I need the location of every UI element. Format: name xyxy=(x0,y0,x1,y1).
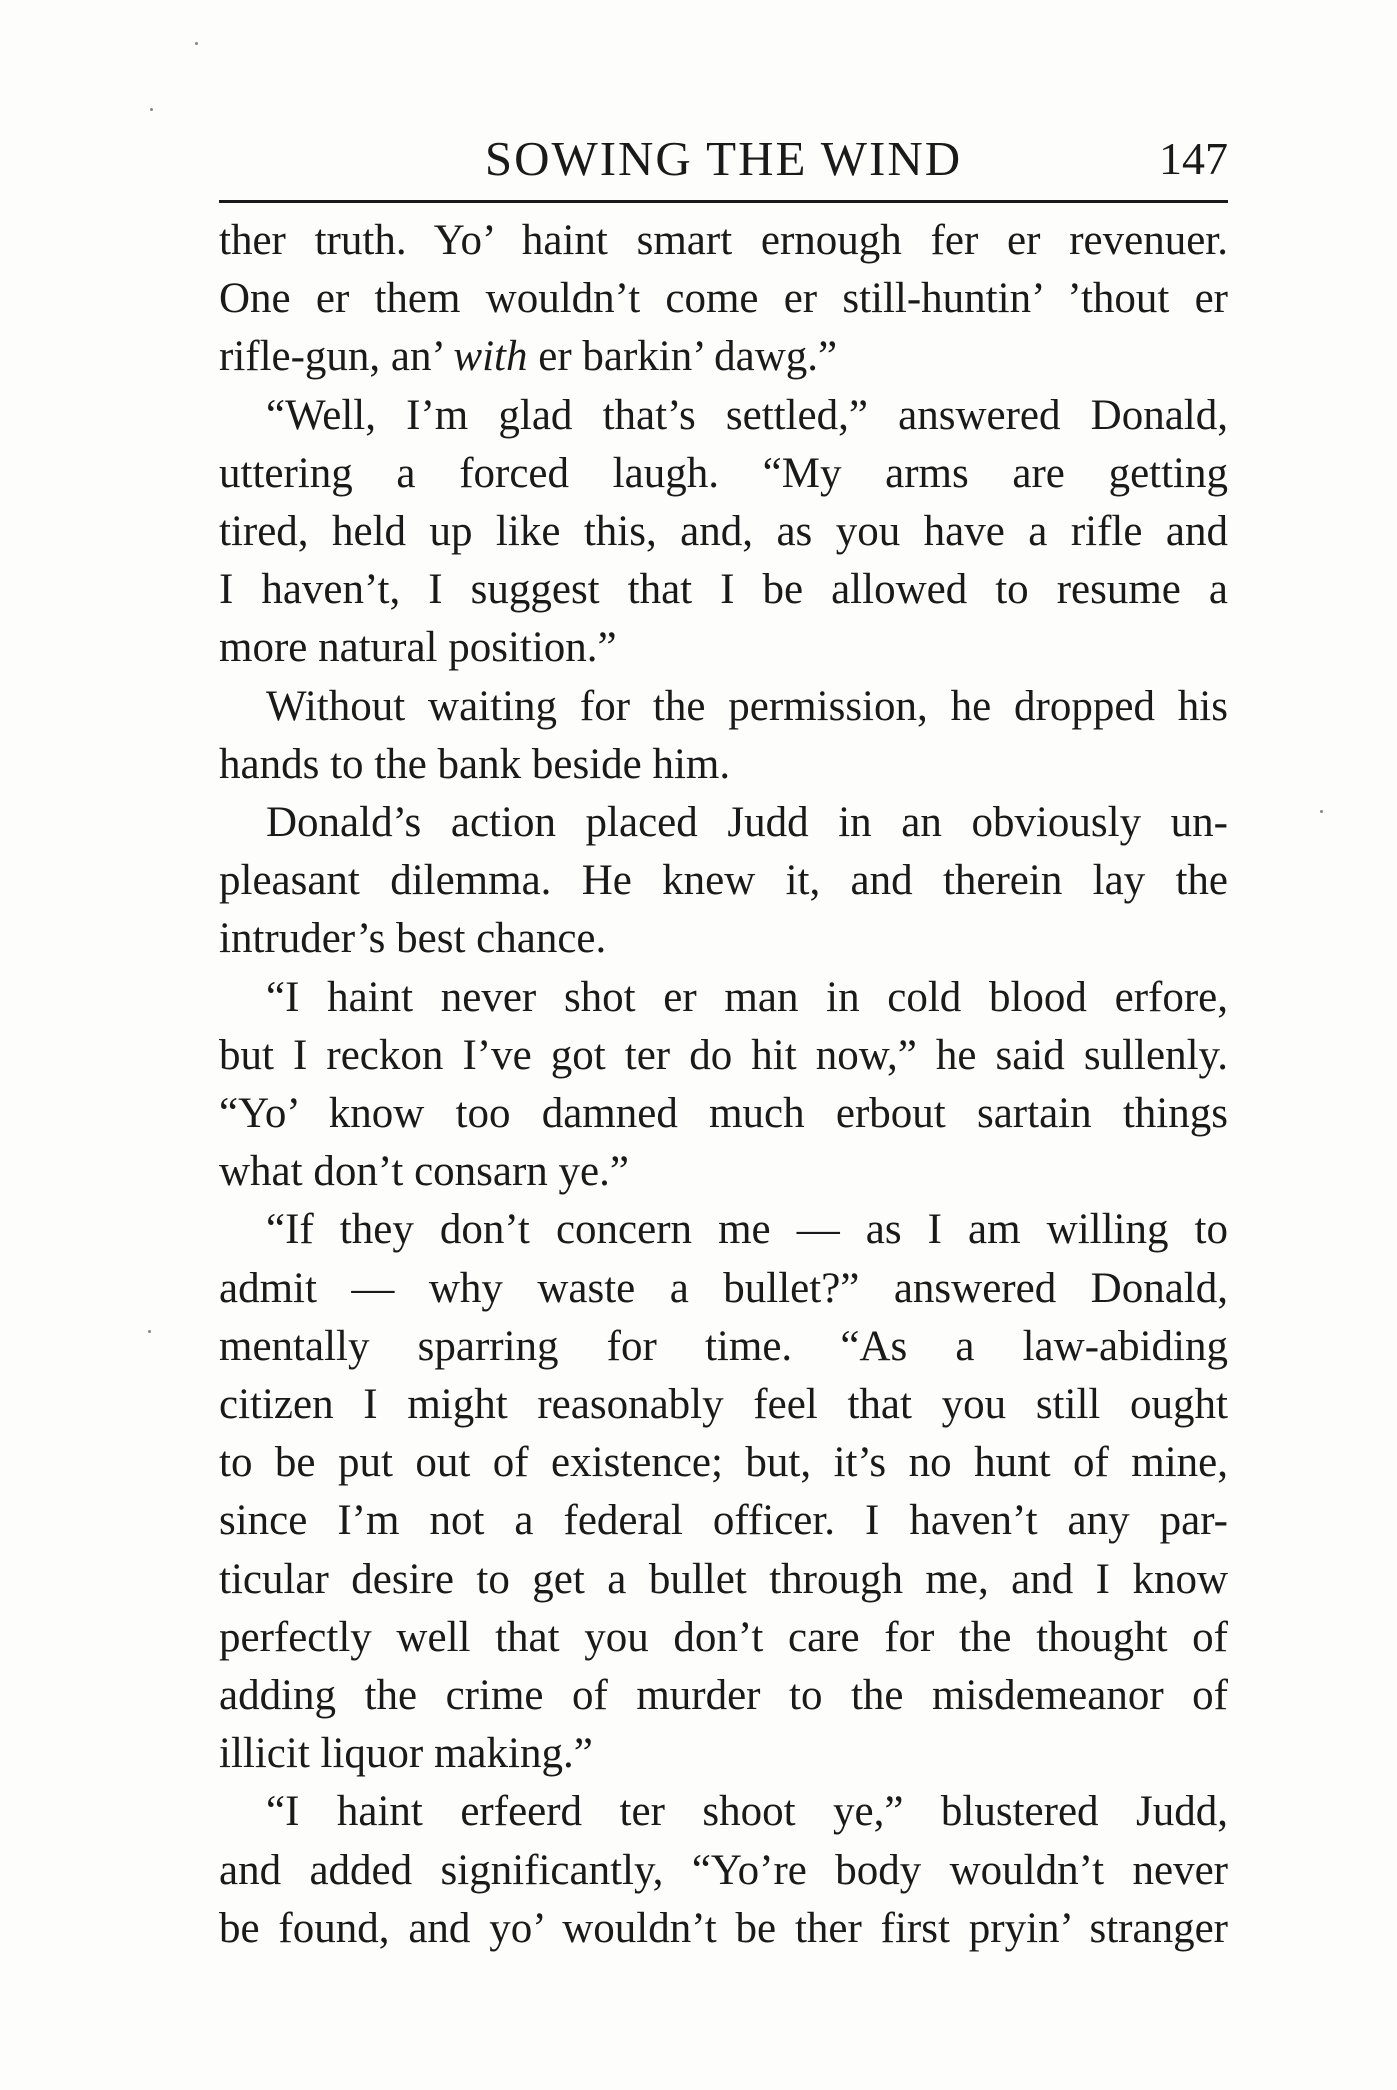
page-number: 147 xyxy=(1159,133,1228,184)
text-line: be found, and yo’ wouldn’t be ther first pryin’ stranger xyxy=(219,1904,1228,1952)
text-line: citizen I might reasonably feel that you still ought xyxy=(219,1381,1228,1429)
text-line: “I haint erfeerd ter shoot ye,” blustered Judd, xyxy=(266,1788,1228,1836)
paper-speck xyxy=(195,42,198,45)
text-line: and added significantly, “Yo’re body wouldn’t never xyxy=(219,1846,1228,1894)
text-line: ticular desire to get a bullet through me, and I know xyxy=(219,1555,1228,1603)
text-line: what don’t consarn ye.” xyxy=(219,1148,629,1196)
text-line: but I reckon I’ve got ter do hit now,” he said sullenly. xyxy=(219,1031,1228,1079)
text-line: since I’m not a federal officer. I haven’t any par- xyxy=(219,1497,1228,1545)
text-line: perfectly well that you don’t care for the thought of xyxy=(219,1613,1228,1661)
text-line: pleasant dilemma. He knew it, and therein lay the xyxy=(219,857,1228,905)
text-line: mentally sparring for time. “As a law-abiding xyxy=(219,1322,1228,1370)
italic-word: with xyxy=(453,333,528,381)
text-line: intruder’s best chance. xyxy=(219,915,607,963)
text-line: “If they don’t concern me — as I am willing to xyxy=(266,1206,1228,1254)
text-line: admit — why waste a bullet?” answered Donald, xyxy=(219,1264,1228,1312)
text-line: I haven’t, I suggest that I be allowed to resume a xyxy=(219,566,1228,614)
text-segment: rifle-gun, an’ xyxy=(219,333,454,381)
text-line: more natural position.” xyxy=(219,624,617,672)
text-line: uttering a forced laugh. “My arms are getting xyxy=(219,449,1228,497)
text-line: “I haint never shot er man in cold blood erfore, xyxy=(266,973,1228,1021)
text-line: Without waiting for the permission, he dropped his xyxy=(266,682,1228,730)
body-text xyxy=(219,212,1228,1958)
text-line: to be put out of existence; but, it’s no hunt of mine, xyxy=(219,1439,1228,1487)
paper-speck xyxy=(148,1330,151,1333)
text-line: illicit liquor making.” xyxy=(219,1730,593,1778)
text-segment: er barkin’ dawg.” xyxy=(527,333,838,381)
text-line: One er them wouldn’t come er still-huntin’ ’thout er xyxy=(219,275,1228,323)
text-line xyxy=(219,328,1228,386)
running-header xyxy=(219,128,1228,190)
running-title: SOWING THE WIND xyxy=(484,131,963,186)
text-line: Donald’s action placed Judd in an obviously un- xyxy=(266,799,1228,847)
paper-speck xyxy=(1320,810,1323,813)
text-line: ther truth. Yo’ haint smart ernough fer er revenuer. xyxy=(219,217,1228,264)
text-line: adding the crime of murder to the misdemeanor of xyxy=(219,1672,1228,1720)
text-line: “Yo’ know too damned much erbout sartain things xyxy=(219,1090,1228,1138)
header-rule xyxy=(219,200,1228,203)
text-line: hands to the bank beside him. xyxy=(219,740,731,788)
text-line: tired, held up like this, and, as you have a rifle and xyxy=(219,508,1228,556)
text-line: “Well, I’m glad that’s settled,” answered Donald, xyxy=(266,391,1228,439)
paper-speck xyxy=(150,108,153,111)
